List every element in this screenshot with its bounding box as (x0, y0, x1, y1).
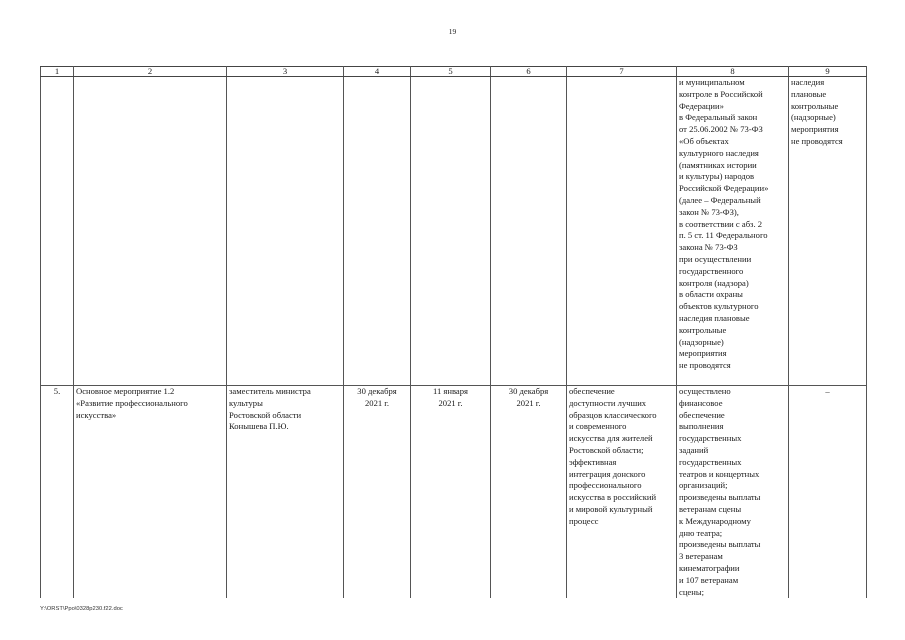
header-col-5: 5 (411, 67, 491, 77)
cell-empty (411, 77, 491, 386)
cell-empty (491, 77, 567, 386)
header-col-8: 8 (677, 67, 789, 77)
cell-row-number: 5. (41, 386, 74, 599)
table-header-row (41, 67, 867, 77)
header-col-7: 7 (567, 67, 677, 77)
page-number: 19 (448, 27, 457, 36)
cell-measure-name: Основное мероприятие 1.2 «Развитие профессионального искусства» (74, 386, 227, 599)
cell-empty (567, 77, 677, 386)
measures-table (40, 66, 867, 598)
header-col-2: 2 (74, 67, 227, 77)
cell-date-plan-end: 30 декабря 2021 г. (344, 386, 411, 599)
table-row-continued (41, 77, 867, 386)
header-col-6: 6 (491, 67, 567, 77)
cell-empty (41, 77, 74, 386)
header-col-9: 9 (789, 67, 867, 77)
header-col-1: 1 (41, 67, 74, 77)
document-file-path: Y:\ORST\Ppo\0328p230.f22.doc (40, 606, 123, 612)
cell-empty (344, 77, 411, 386)
cell-responsible: заместитель министра культуры Ростовской области Конышева П.Ю. (227, 386, 344, 599)
cell-empty (227, 77, 344, 386)
cell-expected-result: обеспечение доступности лучших образцов классического и современного искусства для жителей Ростовской области; эффективная интеграция донского профессионального искусства в российский и мировой культурный процесс (567, 386, 677, 599)
cell-reasons-continued: наследия плановые контрольные (надзорные) мероприятия не проводятся (789, 77, 867, 386)
header-col-3: 3 (227, 67, 344, 77)
cell-date-fact-start: 11 января 2021 г. (411, 386, 491, 599)
cell-actual-result-continued: и муниципальном контроле в Российской Федерации» в Федеральный закон от 25.06.2002 № 73-ФЗ «Об объектах культурного наследия (памятниках истории и культуры) народов Российской Федерации» (далее – Федеральный закон № 73-ФЗ), в соответствии с абз. 2 п. 5 ст. 11 Федерального закона № 73-ФЗ при осуществлении государственного контроля (надзора) в области охраны объектов культурного наследия плановые контрольные (надзорные) мероприятия не проводятся (677, 77, 789, 386)
cell-reasons: – (789, 386, 867, 599)
header-col-4: 4 (344, 67, 411, 77)
cell-actual-result: осуществлено финансовое обеспечение выполнения государственных заданий государственных театров и концертных организаций; произведены выплаты ветеранам сцены к Международному дню театра; произведены выплаты 3 ветеранам кинематографии и 107 ветеранам сцены; (677, 386, 789, 599)
table-row-5 (41, 386, 867, 599)
cell-date-fact-end: 30 декабря 2021 г. (491, 386, 567, 599)
cell-empty (74, 77, 227, 386)
